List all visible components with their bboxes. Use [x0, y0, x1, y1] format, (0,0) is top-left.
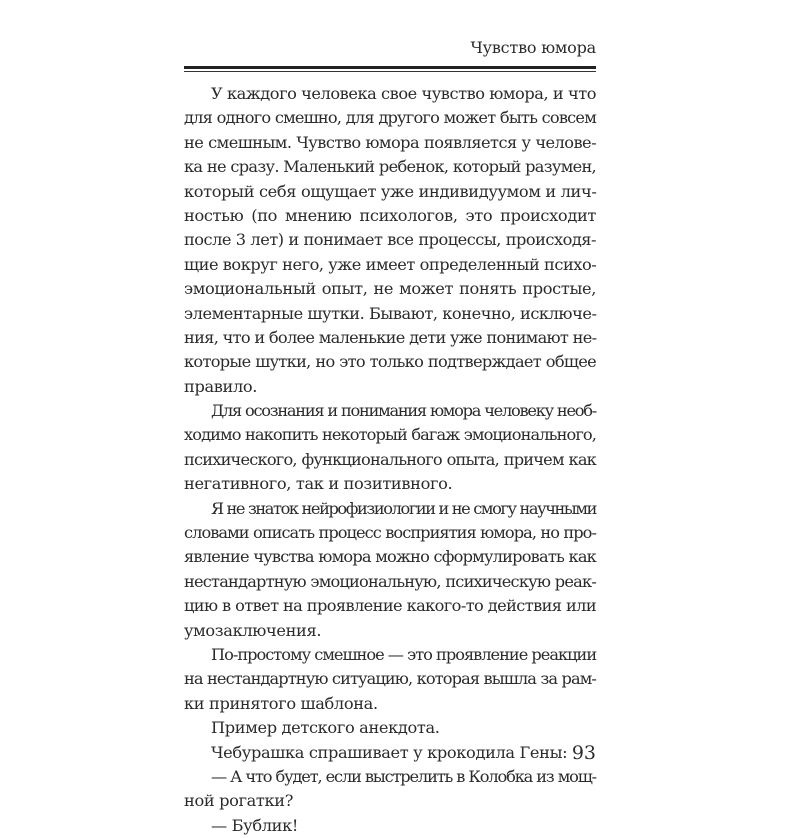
text-line: ностью (по мнению психологов, это происходит: [184, 205, 596, 225]
text-line: элементарные шутки. Бывают, конечно, исключе-: [184, 303, 597, 323]
text-line: негативного, так и позитивного.: [184, 474, 453, 494]
text-line: для одного смешно, для другого может быть совсем: [184, 108, 596, 128]
running-head: Чувство юмора: [470, 38, 596, 57]
text-line: нестандартную эмоциональную, психическую реак-: [184, 571, 596, 591]
text-line: Пример детского анекдота.: [211, 718, 440, 738]
text-line: ки принятого шаблона.: [184, 693, 378, 713]
text-line: — Бублик!: [211, 815, 299, 835]
text-line: который себя ощущает уже индивидуумом и лич-: [184, 181, 597, 201]
text-line: явление чувства юмора можно сформулировать как: [184, 547, 596, 567]
text-line: ка не сразу. Маленький ребенок, который разумен,: [184, 157, 596, 177]
text-line: словами описать процесс восприятия юмора, но про-: [184, 523, 596, 543]
book-page: [184, 0, 597, 835]
text-line: на нестандартную ситуацию, которая вышла за рам-: [184, 669, 596, 689]
text-line: ния, что и более маленькие дети уже понимают не-: [184, 327, 597, 347]
header-rule-thin: [184, 71, 596, 72]
text-line: после 3 лет) и понимает все процессы, происходя-: [184, 230, 596, 250]
text-line: умозаключения.: [184, 620, 322, 640]
text-line: По-простому смешное — это проявление реакции: [211, 644, 597, 664]
text-line: эмоциональный опыт, не может понять простые,: [184, 279, 596, 299]
text-line: цию в ответ на проявление какого-то действия или: [184, 596, 597, 616]
header-rule-thick: [184, 66, 596, 69]
text-line: не смешным. Чувство юмора появляется у челове-: [184, 132, 596, 152]
body-text: [184, 82, 596, 838]
page-number: 93: [571, 742, 596, 764]
text-line: Чебурашка спрашивает у крокодила Гены:: [211, 742, 568, 762]
text-line: которые шутки, но это только подтверждает общее: [184, 352, 596, 372]
text-line: ной рогатки?: [184, 791, 294, 811]
text-line: У каждого человека свое чувство юмора, и что: [211, 84, 596, 103]
text-line: Для осознания и понимания юмора человеку необ-: [211, 401, 596, 421]
text-line: Я не знаток нейрофизиологии и не смогу научными: [211, 498, 596, 518]
text-line: ходимо накопить некоторый багаж эмоционального,: [184, 425, 596, 445]
text-line: — А что будет, если выстрелить в Колобка из мощ-: [211, 766, 596, 786]
text-line: психического, функционального опыта, причем как: [184, 449, 596, 469]
text-line: правило.: [184, 376, 258, 396]
text-line: щие вокруг него, уже имеет определенный психо-: [184, 254, 597, 274]
